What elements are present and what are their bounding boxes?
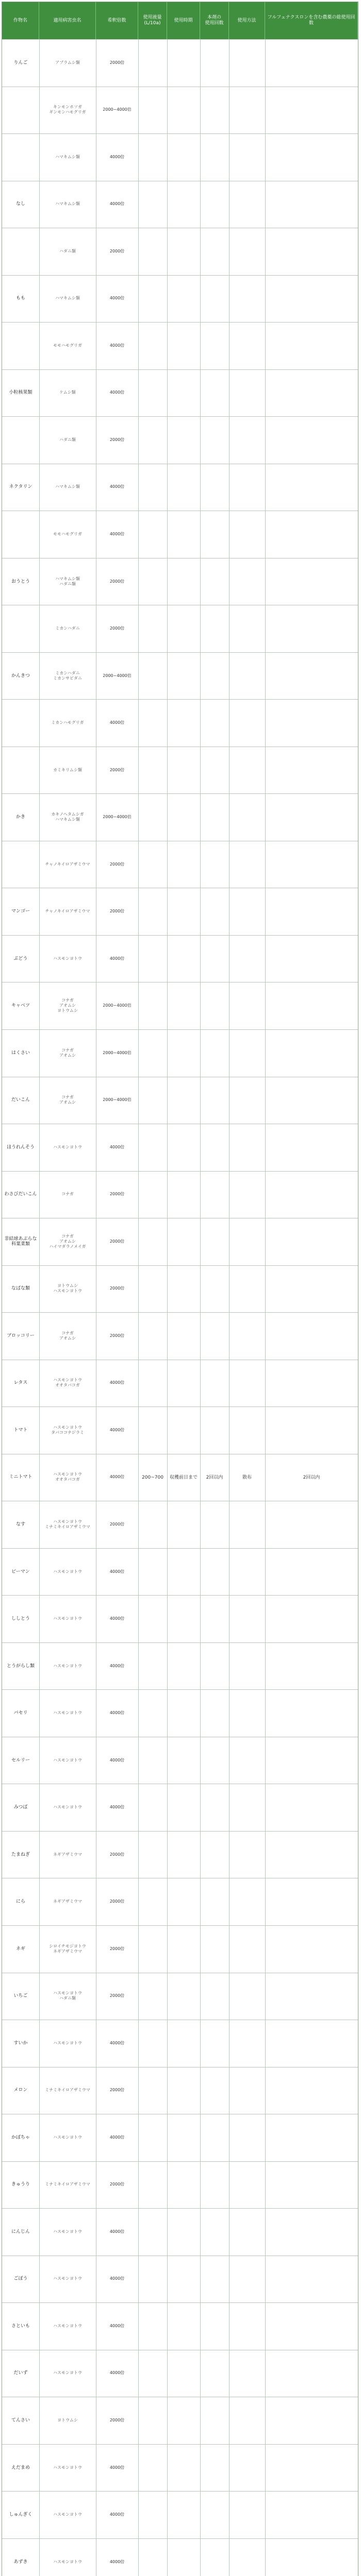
crop-name: わさびだいこん [4,1192,37,1197]
dilution-rate: 2000倍 [109,579,125,584]
dilution-rate: 2000倍 [109,861,125,867]
crop-name [2,605,39,652]
dilution-rate: 4000倍 [109,1805,125,1810]
table-header [2,2,358,39]
usage-count: 2回以内 [206,1475,223,1480]
pest-names: ケムシ類 [59,390,76,395]
pest-names: アブラムシ類 [55,60,80,65]
pest-names: ハスモンヨトウ ハダニ類 [53,1991,82,2001]
crop-name: しゅんぎく [9,2512,32,2518]
dilution-rate: 4000倍 [109,2134,125,2140]
crop-name: はくさい [11,1050,30,1056]
pest-names: コナガ アオムシ ヨトウムシ [57,998,78,1013]
crop-name: ししとう [11,1616,30,1622]
dilution-rate: 4000倍 [109,2559,125,2564]
crop-name: 小粒核果類 [9,390,32,396]
dilution-rate: 2000倍 [109,2088,125,2093]
dilution-rate: 2000倍 [109,1946,125,1951]
crop-name: えだまめ [11,2465,30,2470]
dilution-rate: 2000~4000倍 [103,1050,132,1055]
pest-names: ハダニ類 [59,437,76,442]
dilution-rate: 2000倍 [109,1852,125,1857]
pest-names: ハスモンヨトウ [53,1710,82,1716]
dilution-rate: 4000倍 [109,2512,125,2517]
dilution-rate: 4000倍 [109,1427,125,1432]
dilution-rate: 4000倍 [109,484,125,489]
dilution-rate: 4000倍 [109,1144,125,1149]
dilution-rate: 4000倍 [109,1663,125,1668]
pest-names: ハスモンヨトウ [53,2134,82,2140]
crop-name [2,228,39,275]
table-body [2,39,358,2576]
crop-name: なす [15,1522,25,1527]
header-cell: 適用病害虫名 [39,2,96,39]
pest-names: ハスモンヨトウ [53,1144,82,1149]
dilution-rate: 4000倍 [109,154,125,159]
crop-name [2,133,39,181]
crop-name: とうがらし類 [6,1663,35,1669]
dilution-rate: 4000倍 [109,343,125,348]
pest-names: ハスモンヨトウ [53,1569,82,1574]
dilution-rate: 4000倍 [109,2370,125,2376]
pest-names: ハスモンヨトウ [53,2229,82,2234]
dilution-rate: 4000倍 [109,1710,125,1716]
dilution-rate: 4000倍 [109,1757,125,1762]
dilution-rate: 2000倍 [109,60,125,65]
pest-names: ハスモンヨトウ [53,2040,82,2045]
pest-names: ハスモンヨトウ ミナミキイロアザミウマ [45,1519,90,1529]
crop-name [2,511,39,558]
pest-names: ハスモンヨトウ [53,2512,82,2517]
pest-names: ハスモンヨトウ [53,2323,82,2328]
pest-names: ハスモンヨトウ タバココナジラミ [51,1425,84,1435]
crop-name: メロン [13,2088,28,2093]
header-cell: フルフェナクスロンを含む農薬の総使用回数 [265,2,358,39]
pest-names: ミカンハダニ [55,626,80,631]
dilution-rate: 2000倍 [109,2417,125,2422]
pest-names: ハスモンヨトウ [53,1757,82,1762]
header-cell: 作物名 [2,2,39,39]
dilution-rate: 2000~4000倍 [103,1097,132,1103]
crop-name: あずき [13,2559,28,2565]
crop-name: おうとう [11,579,30,584]
usage-method: 散布 [242,1475,252,1480]
pest-names: ハダニ類 [59,248,76,253]
pest-names: ハマキムシ類 [55,296,80,301]
crop-name: にら [15,1899,25,1905]
pest-names: ハスモンヨトウ オオタバコガ [53,1472,82,1482]
pest-names: ハスモンヨトウ [53,2370,82,2376]
crop-name [2,747,39,794]
crop-name: ブロッコリー [7,1333,35,1338]
dilution-rate: 2000倍 [109,248,125,253]
crop-name: セルリー [11,1757,30,1763]
dilution-rate: 2000倍 [109,909,125,914]
pest-names: ネギアザミウマ [53,1899,82,1904]
crop-name: にんじん [11,2229,30,2234]
pest-names: ハスモンヨトウ [53,2276,82,2281]
dilution-rate: 4000倍 [109,2276,125,2281]
pest-names: カミキリムシ類 [53,767,82,772]
dilution-rate: 2000倍 [109,1993,125,1998]
crop-name: キャベツ [11,1003,30,1009]
crop-name [2,416,39,464]
crop-name: なばな類 [11,1286,30,1292]
dilution-rate: 4000倍 [109,531,125,536]
crop-name: かぼちゃ [11,2134,30,2140]
pest-names: コナガ アオムシ [59,1047,76,1058]
crop-name: ネクタリン [9,484,32,490]
pest-names: ミナミキイロアザミウマ [45,2182,90,2187]
crop-name: てんさい [11,2417,30,2423]
crop-name: ごぼう [13,2276,28,2282]
pest-names: コナガ アオムシ ハイマダラノメイガ [49,1233,86,1249]
crop-name: ほうれんそう [6,1144,35,1150]
crop-name: マンゴー [11,909,30,914]
crop-name [2,699,39,747]
dilution-rate: 2000倍 [109,1286,125,1291]
pest-names: チャノキイロアザミウマ [45,909,90,914]
dilution-rate: 4000倍 [109,1475,125,1480]
crop-name: かんきつ [11,673,30,679]
dilution-rate: 4000倍 [109,390,125,395]
pest-names: チャノキイロアザミウマ [45,861,90,867]
pest-names: ハマキムシ類 [55,201,80,207]
dilution-rate: 4000倍 [109,1616,125,1621]
crop-name: かき [15,815,25,820]
pest-names: モモハモグリガ [53,343,82,348]
header-cell: 希釈倍数 [96,2,138,39]
dilution-rate: 4000倍 [109,720,125,725]
dilution-rate: 2000倍 [109,1333,125,1338]
pest-names: シロイチモジヨトウ ネギアザミウマ [49,1943,86,1954]
crop-name: ピーマン [11,1569,30,1574]
crop-name: トマト [13,1427,28,1433]
pest-names: キンモンホソガ ギンモンハモグリガ [49,105,86,115]
total-usage-count: 2回以内 [303,1475,320,1480]
dilution-rate: 4000倍 [109,201,125,207]
dilution-rate: 2000倍 [109,1192,125,1197]
pest-names: コナガ アオムシ [59,1330,76,1341]
dilution-rate: 2000~4000倍 [103,673,132,678]
pest-names: ハスモンヨトウ [53,1616,82,1621]
crop-name: パセリ [13,1710,28,1716]
crop-name: ネギ [15,1946,25,1952]
crop-name: ミニトマト [9,1475,32,1480]
crop-name: ぶどう [13,956,28,961]
crop-name: だいず [13,2370,28,2376]
pest-names: ミカンハモグリガ [51,720,84,725]
usage-volume: 200~700 [142,1475,163,1480]
dilution-rate: 2000~4000倍 [103,815,132,820]
dilution-rate: 2000倍 [109,2182,125,2187]
dilution-rate: 2000~4000倍 [103,107,132,112]
pest-names: ハマキムシ類 [55,484,80,489]
pest-names: コナガ アオムシ [59,1095,76,1105]
pesticide-table [2,2,358,2576]
dilution-rate: 4000倍 [109,1569,125,1574]
dilution-rate: 2000倍 [109,767,125,772]
pest-names: ハスモンヨトウ [53,1663,82,1668]
crop-name: なし [15,201,25,207]
dilution-rate: 2000倍 [109,1239,125,1244]
dilution-rate: 4000倍 [109,2229,125,2234]
pest-names: ネギアザミウマ [53,1852,82,1857]
pest-names: カキノヘタムシガ ハマキムシ類 [51,812,84,822]
pest-names: ハスモンヨトウ [53,956,82,961]
pest-names: ハマキムシ類 [55,154,80,159]
dilution-rate: 4000倍 [109,1380,125,1385]
pest-names: ハスモンヨトウ [53,2559,82,2564]
dilution-rate: 4000倍 [109,2465,125,2470]
dilution-rate: 2000~4000倍 [103,1003,132,1008]
crop-name: もも [15,296,25,301]
dilution-rate: 2000倍 [109,1899,125,1904]
crop-name [2,322,39,369]
crop-name: レタス [13,1380,28,1386]
crop-name: きゅうり [11,2182,30,2188]
crop-name: すいか [13,2040,28,2046]
crop-name: いちご [13,1993,28,1999]
pest-names: ヨトウムシ [57,2417,78,2422]
header-cell: 本剤の 使用回数 [200,2,229,39]
crop-name: だいこん [11,1097,30,1103]
crop-name [2,87,39,134]
dilution-rate: 4000倍 [109,956,125,961]
pest-names: ハスモンヨトウ [53,1805,82,1810]
crop-name: りんご [13,60,28,65]
dilution-rate: 2000倍 [109,437,125,442]
pest-names: ハマキムシ類 ハダニ類 [55,576,80,586]
header-cell: 使用方法 [229,2,265,39]
dilution-rate: 2000倍 [109,626,125,631]
pest-names: ミカンハダニ ミカンサビダニ [53,670,82,681]
crop-name: みつば [13,1805,28,1810]
header-cell: 使用時期 [167,2,200,39]
pest-names: モモハモグリガ [53,531,82,536]
crop-name: たまねぎ [11,1852,30,1857]
header-cell: 使用液量 (L/10a) [138,2,167,39]
crop-name: さといも [11,2323,30,2329]
usage-timing: 収穫前日まで [169,1475,198,1480]
pest-names: ヨトウムシ ハスモンヨトウ [53,1283,82,1294]
pest-names: コナガ [61,1192,74,1197]
pest-names: ハスモンヨトウ オオタバコガ [53,1378,82,1388]
dilution-rate: 4000倍 [109,2323,125,2328]
dilution-rate: 4000倍 [109,2040,125,2045]
pest-names: ミナミキイロアザミウマ [45,2088,90,2093]
pest-names: ハスモンヨトウ [53,2465,82,2470]
dilution-rate: 2000倍 [109,1522,125,1527]
crop-name: 非結球あぶらな科葉菜類 [4,1236,37,1247]
dilution-rate: 4000倍 [109,296,125,301]
crop-name [2,841,39,888]
